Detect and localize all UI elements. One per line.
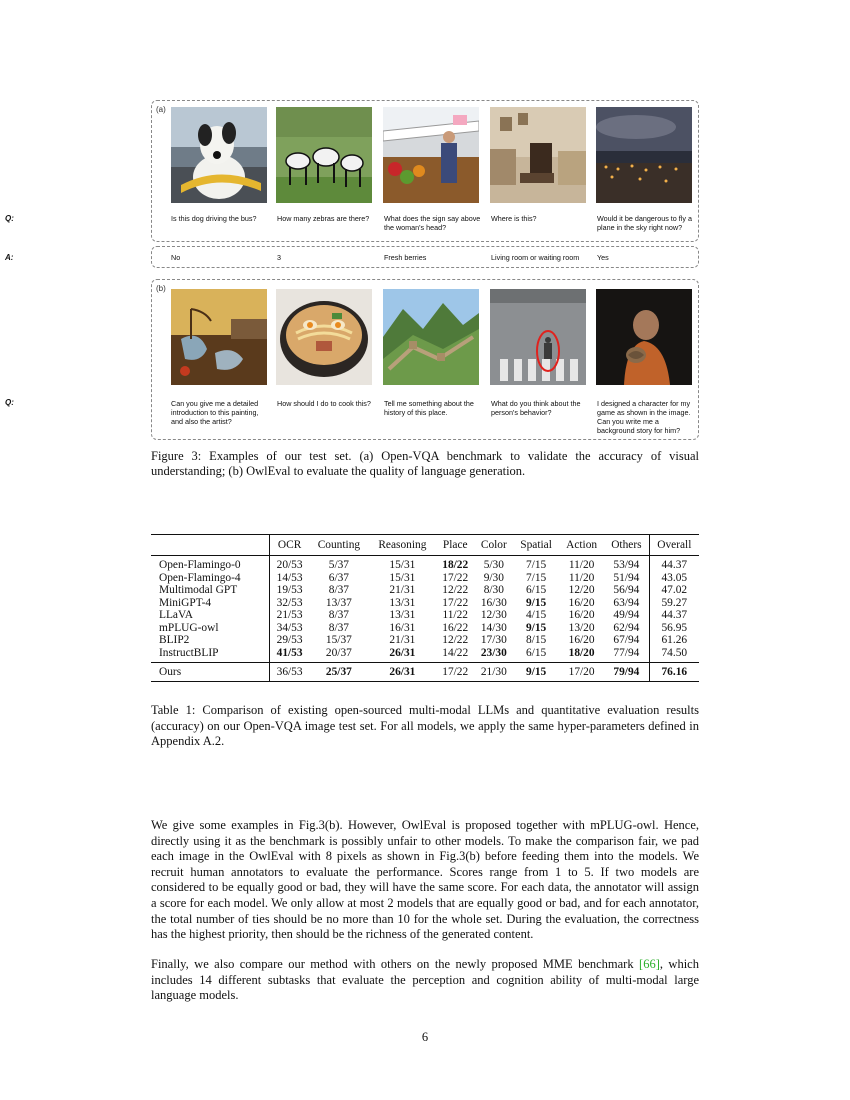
score-cell: 21/53 bbox=[270, 609, 309, 622]
image-dali-painting bbox=[171, 289, 267, 385]
table-row bbox=[151, 634, 699, 647]
score-cell: 9/30 bbox=[483, 571, 504, 584]
image-great-wall bbox=[383, 289, 479, 385]
score-cell: 21/31 bbox=[389, 584, 416, 596]
score-cell: 43.05 bbox=[649, 572, 699, 585]
score-cell: 16/20 bbox=[568, 609, 595, 621]
score-cell: 17/30 bbox=[480, 634, 507, 646]
table-header: Counting bbox=[317, 539, 361, 551]
table-row bbox=[151, 584, 699, 597]
score-cell: 25/37 bbox=[325, 666, 352, 678]
score-cell: 14/22 bbox=[442, 646, 469, 659]
table-row bbox=[151, 622, 699, 635]
score-cell: 12/30 bbox=[480, 609, 507, 621]
body-paragraph-2 bbox=[151, 957, 699, 1004]
model-name-cell: Multimodal GPT bbox=[159, 584, 238, 596]
score-cell: 44.37 bbox=[649, 609, 699, 622]
score-cell: 18/22 bbox=[442, 559, 469, 571]
table-header: Action bbox=[566, 539, 598, 551]
model-name-cell: Open-Flamingo-0 bbox=[159, 559, 241, 571]
score-cell: 8/15 bbox=[525, 634, 547, 646]
score-cell: 67/94 bbox=[613, 634, 640, 646]
table-caption: Table 1: Comparison of existing open-sourced multi-modal LLMs and quantitative evaluation results (accuracy) on our Open-VQA image test set. For all models, we apply the same hyper-parameters defined in Appendix A.2. bbox=[151, 703, 699, 749]
table-header: Reasoning bbox=[378, 539, 427, 551]
score-cell: 23/30 bbox=[480, 646, 507, 659]
image-ramen bbox=[276, 289, 372, 385]
score-cell: 7/15 bbox=[525, 559, 547, 571]
score-cell: 44.37 bbox=[649, 556, 699, 572]
score-cell: 4/15 bbox=[525, 609, 547, 621]
score-cell: 16/31 bbox=[389, 621, 416, 634]
score-cell: 47.02 bbox=[649, 584, 699, 597]
question-a-3: What does the sign say above the woman's head? bbox=[384, 214, 481, 232]
table-row bbox=[151, 597, 699, 610]
score-cell: 56/94 bbox=[613, 584, 640, 596]
score-cell: 41/53 bbox=[270, 647, 309, 663]
score-cell: 13/37 bbox=[325, 596, 352, 609]
image-monk-character bbox=[596, 289, 692, 385]
q-label-a: Q: bbox=[5, 214, 14, 223]
score-cell: 79/94 bbox=[613, 666, 640, 678]
score-cell: 32/53 bbox=[270, 597, 309, 610]
image-dog-bus bbox=[171, 107, 267, 203]
score-cell: 29/53 bbox=[270, 634, 309, 647]
question-a-1: Is this dog driving the bus? bbox=[171, 214, 257, 223]
page-number: 6 bbox=[421, 1030, 429, 1044]
table-row-ours bbox=[151, 663, 699, 682]
score-cell: 63/94 bbox=[613, 596, 640, 609]
score-cell: 11/20 bbox=[568, 571, 595, 584]
score-cell: 76.16 bbox=[649, 663, 699, 682]
para2-text: , which includes 14 different subtasks that evaluate the perception and cognition ability of multi-modal large language models. bbox=[151, 957, 699, 1003]
score-cell: 17/22 bbox=[442, 596, 469, 609]
question-b-4: What do you think about the person's behavior? bbox=[491, 399, 581, 417]
image-living-room bbox=[490, 107, 586, 203]
score-cell: 13/20 bbox=[568, 621, 595, 634]
score-cell: 6/15 bbox=[525, 584, 547, 596]
score-cell: 59.27 bbox=[649, 597, 699, 610]
score-cell: 62/94 bbox=[613, 621, 640, 634]
score-cell: 8/30 bbox=[483, 584, 504, 596]
model-name-cell: mPLUG-owl bbox=[159, 621, 219, 634]
score-cell: 15/31 bbox=[389, 571, 416, 584]
question-a-5: Would it be dangerous to fly a plane in the sky right now? bbox=[597, 214, 692, 232]
score-cell: 17/22 bbox=[442, 571, 469, 584]
score-cell: 13/31 bbox=[389, 596, 416, 609]
score-cell: 49/94 bbox=[613, 609, 640, 621]
answer-1: No bbox=[171, 253, 181, 262]
score-cell: 16/22 bbox=[442, 621, 469, 634]
table-header: Others bbox=[611, 539, 642, 551]
model-name-cell: LLaVA bbox=[159, 609, 193, 621]
table-row bbox=[151, 609, 699, 622]
image-zebras bbox=[276, 107, 372, 203]
image-street-crossing bbox=[490, 289, 586, 385]
score-cell: 21/30 bbox=[480, 666, 507, 678]
answer-4: Living room or waiting room bbox=[491, 253, 580, 262]
score-cell: 11/22 bbox=[442, 609, 468, 621]
score-cell: 16/20 bbox=[568, 634, 595, 646]
question-b-5: I designed a character for my game as shown in the image. Can you write me a background story for him? bbox=[597, 399, 691, 435]
score-cell: 19/53 bbox=[270, 584, 309, 597]
score-cell: 7/15 bbox=[525, 571, 547, 584]
score-cell: 16/30 bbox=[480, 596, 507, 609]
score-cell: 77/94 bbox=[613, 646, 640, 659]
table-header bbox=[151, 535, 270, 556]
table-header-row bbox=[151, 535, 699, 556]
score-cell: 26/31 bbox=[389, 646, 416, 659]
model-name-cell: InstructBLIP bbox=[159, 646, 219, 659]
answer-5: Yes bbox=[597, 253, 609, 262]
body-paragraph-1: We give some examples in Fig.3(b). However, OwlEval is proposed together with mPLUG-owl. Hence, directly using it as the benchmark is possibly unfair to other models. To make the comparison fair, we pad each image in the OwlEval with 8 pixels as shown in Fig.3(b) before feeding them into the models. We recruit human annotators to evaluate the performance. Scores range from 1 to 5. If two models are considered to be equally good or bad, they will have the same score. For each data, the annotator will assign a score for each model. We only allow at most 2 models that are equally good or bad, and for each annotator, the total number of ties should be no more than 10 for the whole set. During the evaluation, the correctness has the highest priority, then should be the richness of the generated content. bbox=[151, 818, 699, 942]
score-cell: 9/15 bbox=[525, 596, 547, 609]
score-cell: 20/37 bbox=[325, 646, 352, 659]
score-cell: 14/30 bbox=[480, 621, 507, 634]
score-cell: 21/31 bbox=[389, 634, 416, 646]
score-cell: 6/15 bbox=[525, 646, 547, 659]
score-cell: 14/53 bbox=[270, 572, 309, 585]
model-name-cell: MiniGPT-4 bbox=[159, 596, 212, 609]
a-label: A: bbox=[5, 253, 14, 262]
score-cell: 36/53 bbox=[270, 663, 309, 682]
score-cell: 15/31 bbox=[389, 559, 416, 571]
score-cell: 6/37 bbox=[328, 571, 350, 584]
model-name-cell: Ours bbox=[159, 666, 182, 678]
answer-2: 3 bbox=[277, 253, 281, 262]
question-b-1: Can you give me a detailed introduction to this painting, and also the artist? bbox=[171, 399, 259, 426]
score-cell: 51/94 bbox=[613, 571, 640, 584]
image-market bbox=[383, 107, 479, 203]
score-cell: 8/37 bbox=[328, 609, 350, 621]
score-cell: 17/20 bbox=[568, 666, 595, 678]
table-header: Overall bbox=[649, 535, 699, 556]
results-table bbox=[151, 534, 699, 682]
para2-text: Finally, we also compare our method with others on the newly proposed MME benchmark bbox=[151, 957, 640, 971]
score-cell: 12/22 bbox=[442, 584, 469, 596]
score-cell: 5/30 bbox=[483, 559, 504, 571]
score-cell: 8/37 bbox=[328, 621, 350, 634]
table-header: Place bbox=[442, 539, 468, 551]
model-name-cell: Open-Flamingo-4 bbox=[159, 571, 241, 584]
score-cell: 12/22 bbox=[442, 634, 469, 646]
question-a-2: How many zebras are there? bbox=[277, 214, 370, 223]
score-cell: 53/94 bbox=[613, 559, 640, 571]
table-header: Spatial bbox=[520, 539, 552, 551]
score-cell: 61.26 bbox=[649, 634, 699, 647]
image-night-city bbox=[596, 107, 692, 203]
score-cell: 8/37 bbox=[328, 584, 350, 596]
score-cell: 16/20 bbox=[568, 596, 595, 609]
score-cell: 13/31 bbox=[389, 609, 416, 621]
question-a-4: Where is this? bbox=[491, 214, 537, 223]
score-cell: 26/31 bbox=[389, 666, 416, 678]
question-b-3: Tell me something about the history of this place. bbox=[384, 399, 474, 417]
table-row bbox=[151, 572, 699, 585]
figure-caption: Figure 3: Examples of our test set. (a) Open-VQA benchmark to validate the accuracy of visual understanding; (b) OwlEval to evaluate the quality of language generation. bbox=[151, 449, 699, 478]
citation-link[interactable]: [66] bbox=[639, 957, 660, 971]
score-cell: 20/53 bbox=[270, 556, 309, 572]
q-label-b: Q: bbox=[5, 398, 14, 407]
score-cell: 9/15 bbox=[525, 621, 547, 634]
score-cell: 9/15 bbox=[525, 666, 547, 678]
score-cell: 12/20 bbox=[568, 584, 595, 596]
table-row bbox=[151, 556, 699, 572]
table-row bbox=[151, 647, 699, 663]
score-cell: 11/20 bbox=[568, 559, 595, 571]
question-b-2: How should I do to cook this? bbox=[277, 399, 371, 408]
table-header: OCR bbox=[270, 535, 309, 556]
score-cell: 15/37 bbox=[325, 634, 352, 646]
score-cell: 34/53 bbox=[270, 622, 309, 635]
score-cell: 74.50 bbox=[649, 647, 699, 663]
score-cell: 18/20 bbox=[568, 646, 595, 659]
table-header: Color bbox=[480, 539, 507, 551]
panel-b-label: (b) bbox=[156, 284, 166, 293]
panel-a-label: (a) bbox=[156, 105, 166, 114]
answer-3: Fresh berries bbox=[384, 253, 427, 262]
score-cell: 56.95 bbox=[649, 622, 699, 635]
score-cell: 5/37 bbox=[328, 559, 350, 571]
score-cell: 17/22 bbox=[442, 666, 469, 678]
model-name-cell: BLIP2 bbox=[159, 634, 190, 646]
